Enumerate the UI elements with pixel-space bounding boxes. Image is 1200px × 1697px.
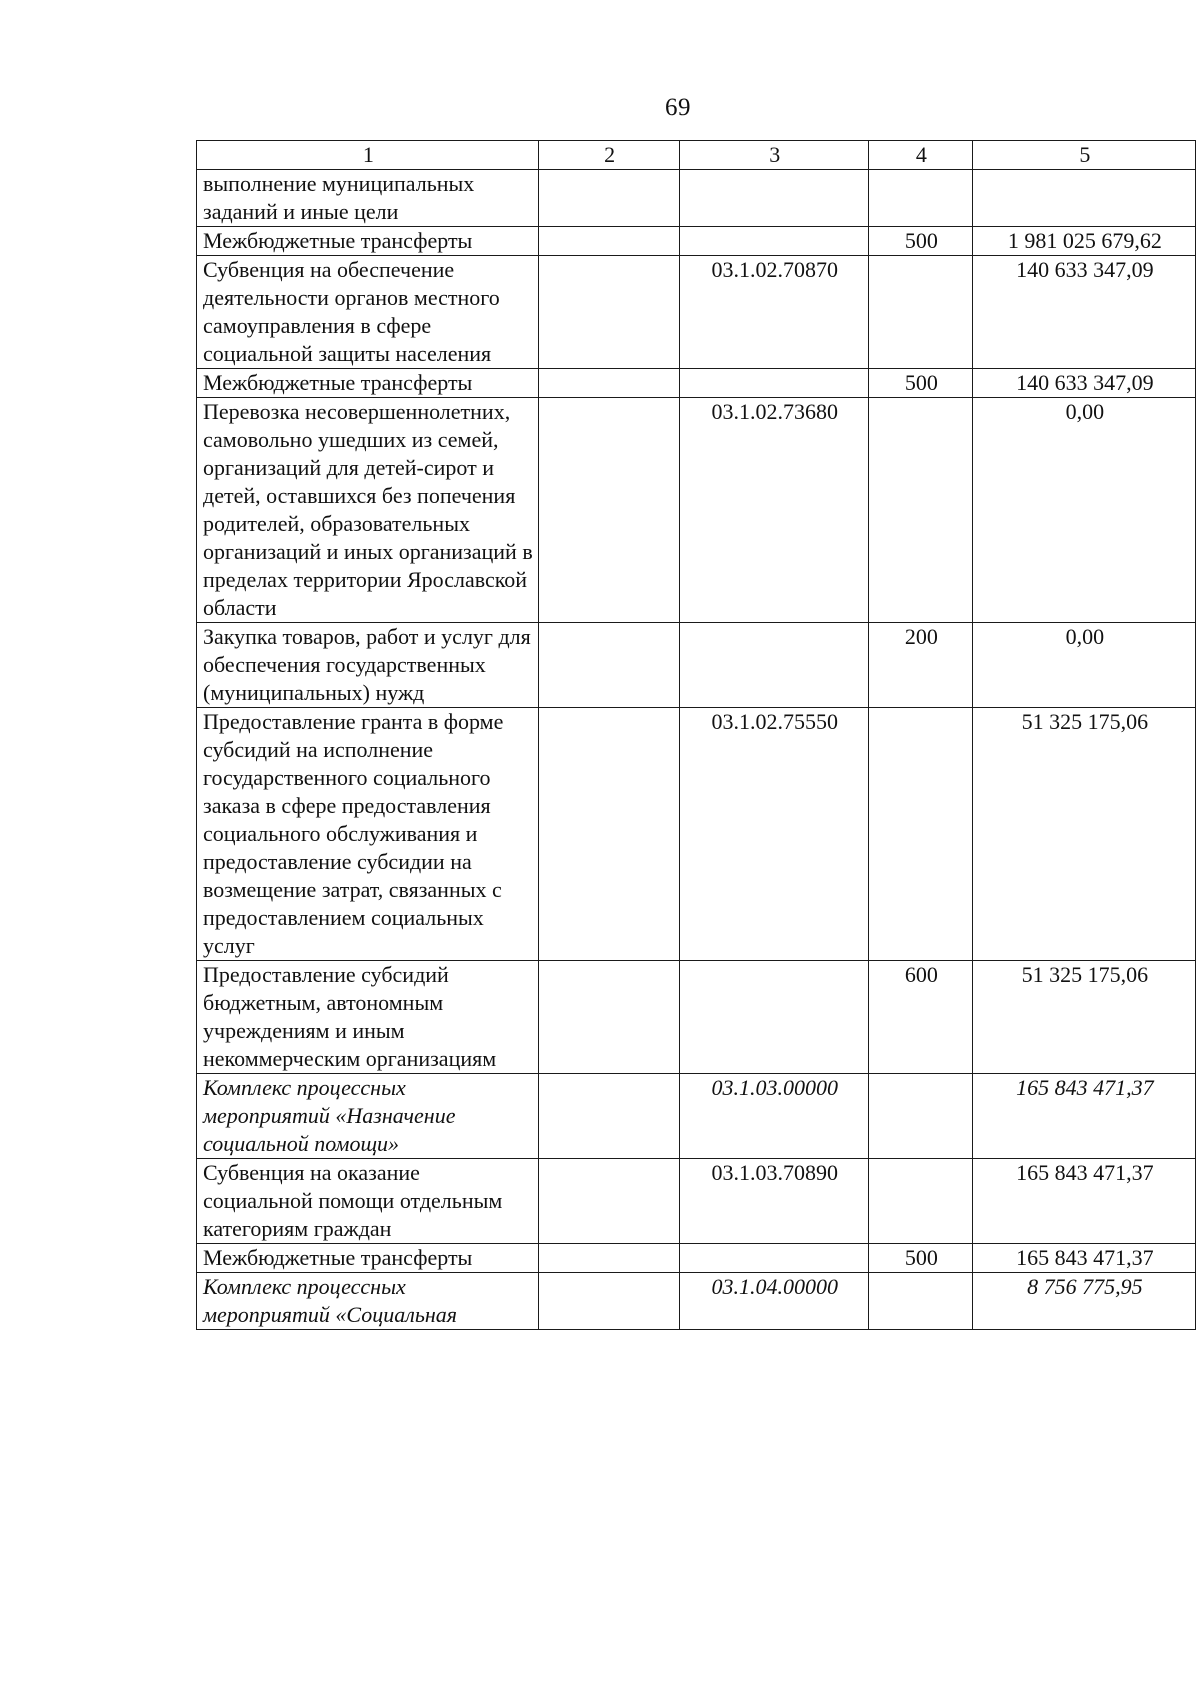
amount-cell: 8 756 775,95 (972, 1273, 1195, 1330)
item-name-cell: Межбюджетные трансферты (197, 227, 539, 256)
target-code-cell: 03.1.03.70890 (679, 1159, 868, 1244)
table-row (197, 1244, 1196, 1273)
table-row (197, 708, 1196, 961)
item-name-cell: Субвенция на обеспечение деятельности органов местного самоуправления в сфере социальной защиты населения (197, 256, 539, 369)
header-cell: 2 (538, 141, 679, 170)
expense-type-cell: 200 (869, 623, 973, 708)
target-code-cell (679, 623, 868, 708)
item-name-cell: Закупка товаров, работ и услуг для обеспечения государственных (муниципальных) нужд (197, 623, 539, 708)
target-code-cell: 03.1.02.70870 (679, 256, 868, 369)
amount-cell: 51 325 175,06 (972, 961, 1195, 1074)
table-row (197, 623, 1196, 708)
expense-type-cell: 500 (869, 227, 973, 256)
target-code-cell (679, 227, 868, 256)
item-name-cell: Предоставление гранта в форме субсидий на исполнение государственного социального заказа в сфере предоставления социального обслуживания и предоставление субсидии на возмещение затрат, связанных с предоставлением социальных услуг (197, 708, 539, 961)
col2-cell (538, 227, 679, 256)
table-row (197, 227, 1196, 256)
col2-cell (538, 170, 679, 227)
col2-cell (538, 256, 679, 369)
item-name-cell: Межбюджетные трансферты (197, 369, 539, 398)
amount-cell (972, 170, 1195, 227)
budget-table (196, 140, 1196, 1330)
table-row (197, 398, 1196, 623)
target-code-cell: 03.1.03.00000 (679, 1074, 868, 1159)
target-code-cell (679, 1244, 868, 1273)
table-row (197, 1159, 1196, 1244)
col2-cell (538, 1159, 679, 1244)
header-cell: 1 (197, 141, 539, 170)
col2-cell (538, 1244, 679, 1273)
page-number: 69 (665, 94, 691, 121)
expense-type-cell (869, 170, 973, 227)
col2-cell (538, 708, 679, 961)
table-row (197, 170, 1196, 227)
col2-cell (538, 1074, 679, 1159)
col2-cell (538, 961, 679, 1074)
expense-type-cell: 500 (869, 369, 973, 398)
col2-cell (538, 623, 679, 708)
col2-cell (538, 1273, 679, 1330)
expense-type-cell: 500 (869, 1244, 973, 1273)
col2-cell (538, 398, 679, 623)
amount-cell: 1 981 025 679,62 (972, 227, 1195, 256)
expense-type-cell (869, 256, 973, 369)
expense-type-cell (869, 1074, 973, 1159)
item-name-cell: выполнение муниципальных заданий и иные цели (197, 170, 539, 227)
amount-cell: 165 843 471,37 (972, 1159, 1195, 1244)
amount-cell: 0,00 (972, 623, 1195, 708)
item-name-cell: Перевозка несовершеннолетних, самовольно ушедших из семей, организаций для детей-сирот и детей, оставшихся без попечения родителей, образовательных организаций и иных организаций в пределах территории Ярославской области (197, 398, 539, 623)
expense-type-cell (869, 1159, 973, 1244)
expense-type-cell (869, 1273, 973, 1330)
target-code-cell (679, 961, 868, 1074)
table-row (197, 256, 1196, 369)
expense-type-cell: 600 (869, 961, 973, 1074)
amount-cell: 165 843 471,37 (972, 1074, 1195, 1159)
target-code-cell: 03.1.04.00000 (679, 1273, 868, 1330)
col2-cell (538, 369, 679, 398)
target-code-cell: 03.1.02.75550 (679, 708, 868, 961)
expense-type-cell (869, 708, 973, 961)
expense-type-cell (869, 398, 973, 623)
item-name-cell: Субвенция на оказание социальной помощи отдельным категориям граждан (197, 1159, 539, 1244)
amount-cell: 140 633 347,09 (972, 369, 1195, 398)
amount-cell: 140 633 347,09 (972, 256, 1195, 369)
table-row (197, 369, 1196, 398)
item-name-cell: Предоставление субсидий бюджетным, автономным учреждениям и иным некоммерческим организациям (197, 961, 539, 1074)
amount-cell: 165 843 471,37 (972, 1244, 1195, 1273)
table-row (197, 961, 1196, 1074)
item-name-cell: Межбюджетные трансферты (197, 1244, 539, 1273)
item-name-cell: Комплекс процессных мероприятий «Назначение социальной помощи» (197, 1074, 539, 1159)
item-name-cell: Комплекс процессных мероприятий «Социальная (197, 1273, 539, 1330)
header-cell: 5 (972, 141, 1195, 170)
amount-cell: 51 325 175,06 (972, 708, 1195, 961)
table-header-row (197, 141, 1196, 170)
target-code-cell: 03.1.02.73680 (679, 398, 868, 623)
header-cell: 4 (869, 141, 973, 170)
target-code-cell (679, 170, 868, 227)
target-code-cell (679, 369, 868, 398)
table-row (197, 1273, 1196, 1330)
header-cell: 3 (679, 141, 868, 170)
amount-cell: 0,00 (972, 398, 1195, 623)
table-row (197, 1074, 1196, 1159)
